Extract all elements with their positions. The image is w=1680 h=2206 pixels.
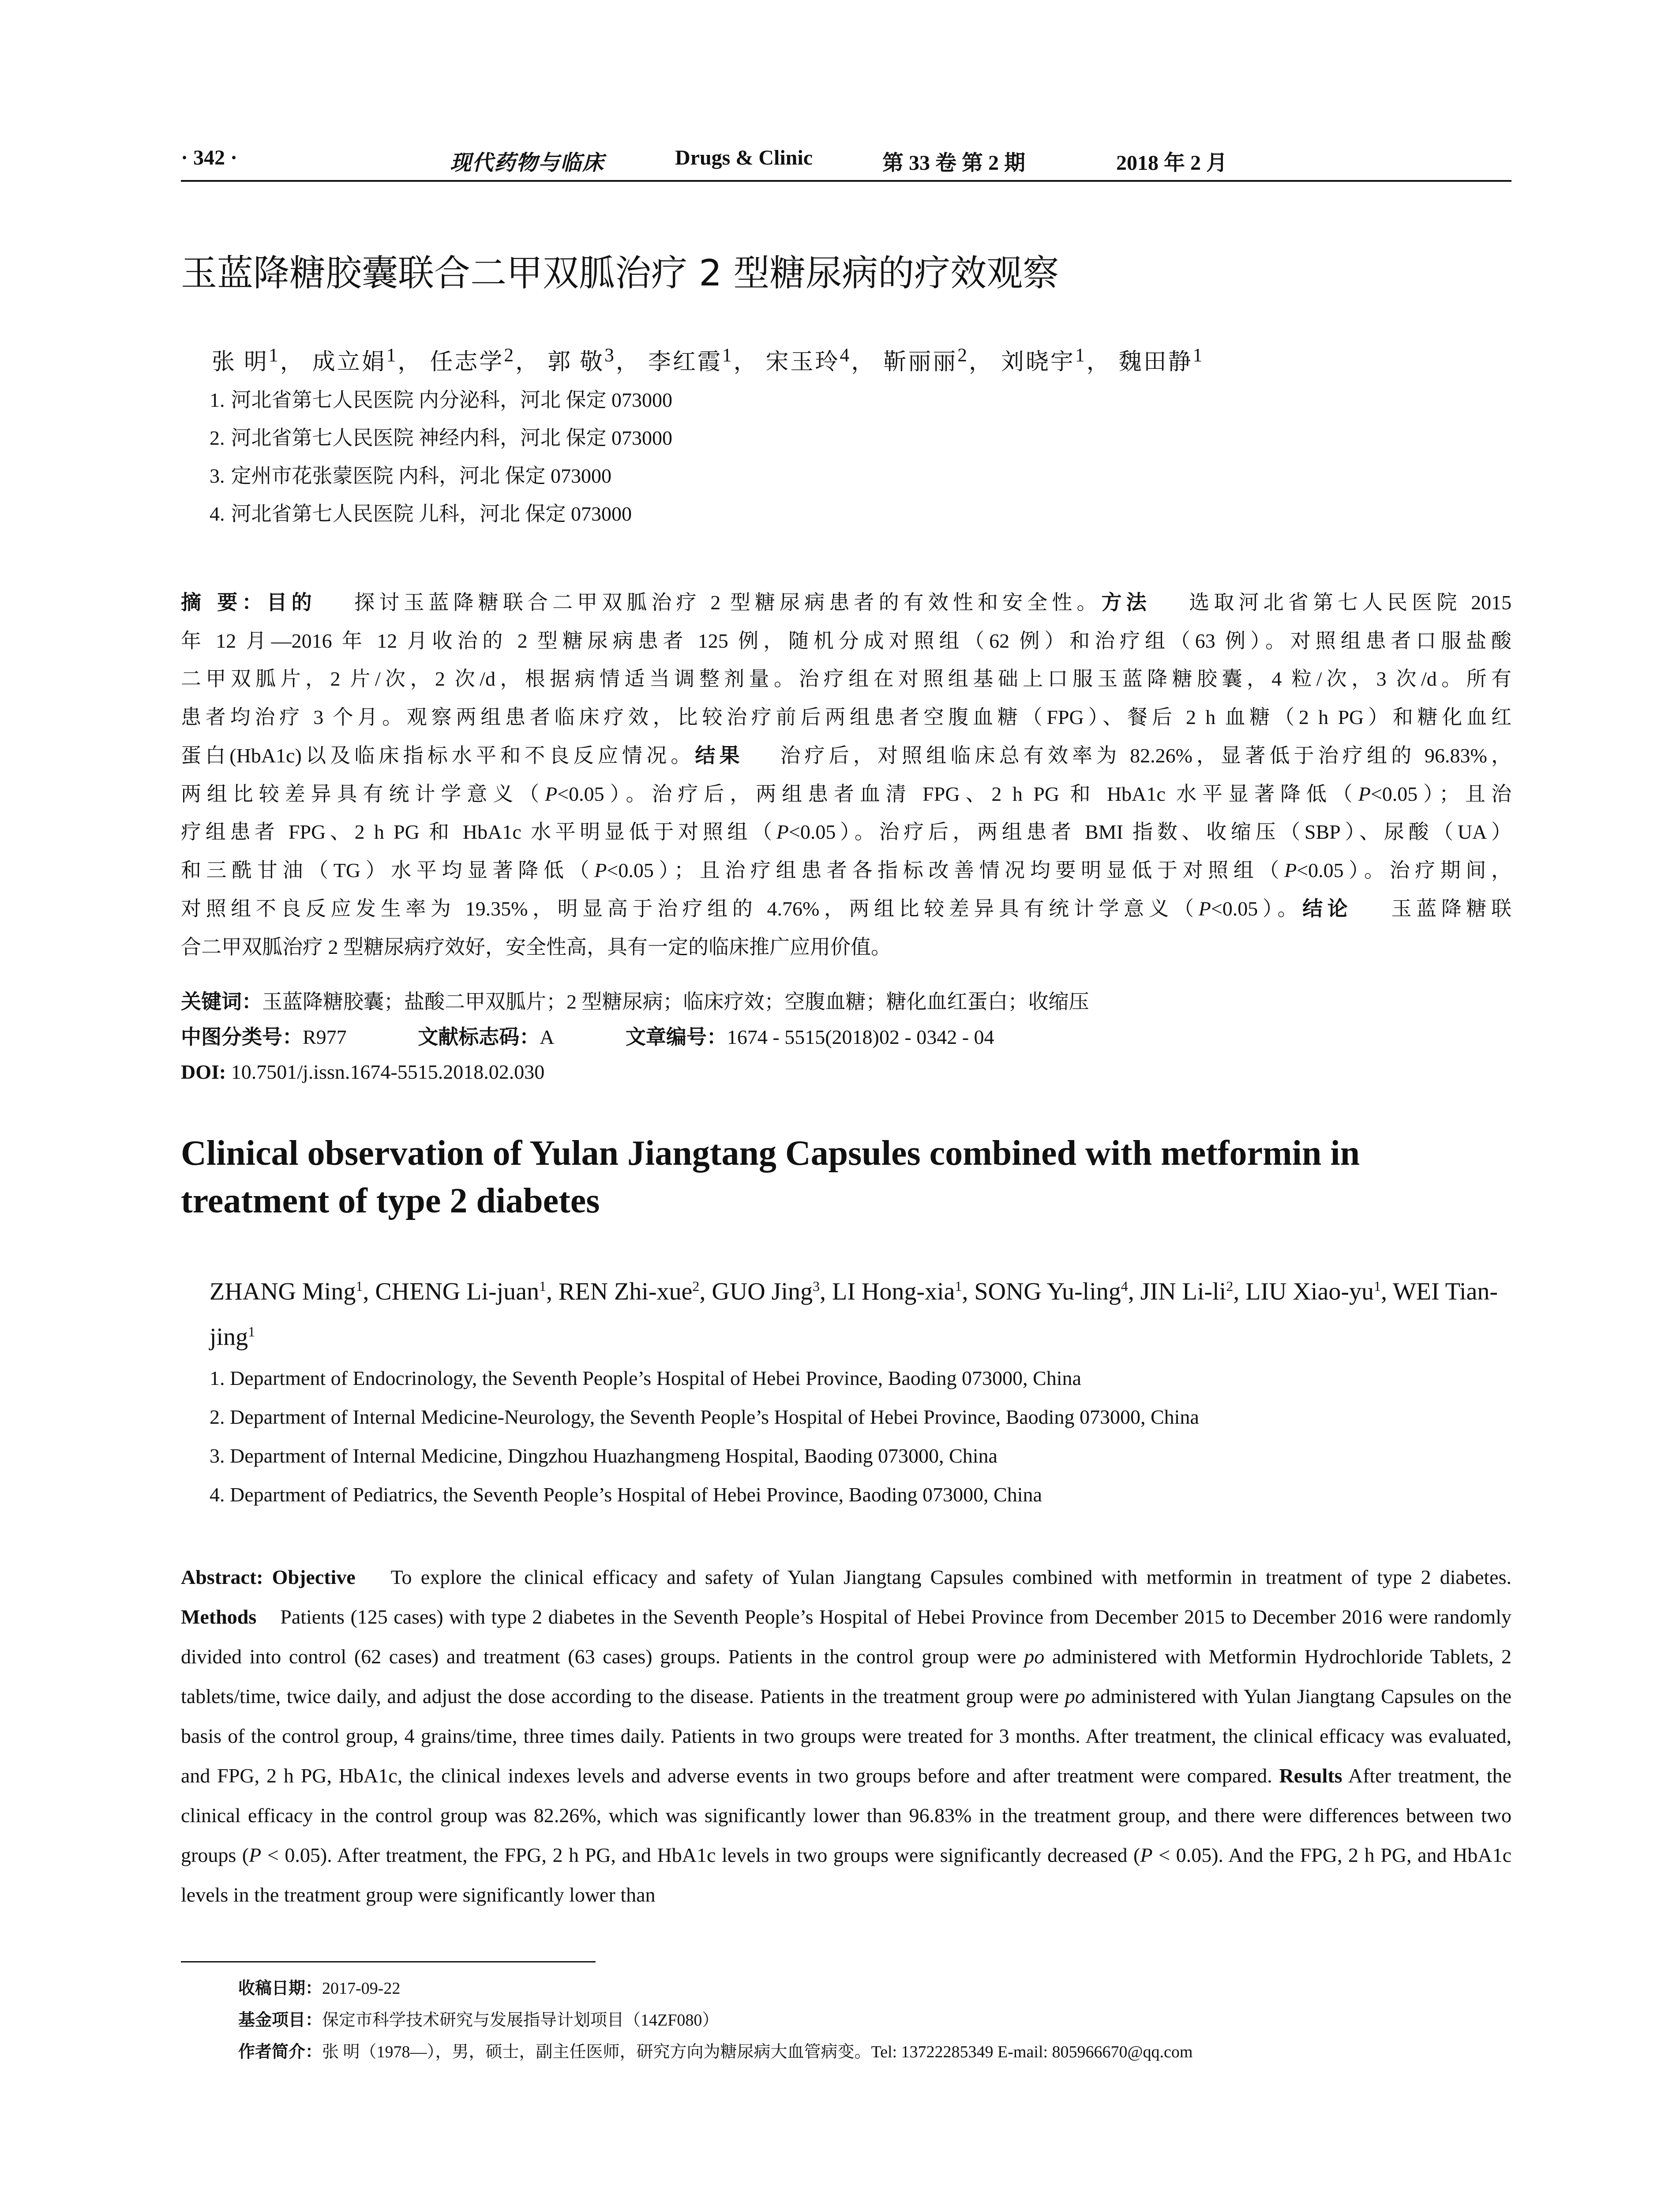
affiliation-en: 1. Department of Endocrinology, the Seventh People’s Hospital of Hebei Province, Baoding 073000, China (210, 1367, 1081, 1389)
affiliation-cn: 3. 定州市花张蒙医院 内科，河北 保定 073000 (210, 465, 611, 487)
classification-line: 中图分类号：R977 文献标志码：A 文章编号：1674 - 5515(2018)02 - 0342 - 04 (181, 1025, 994, 1049)
footnote-fund: 基金项目：保定市科学技术研究与发展指导计划项目（14ZF080） (238, 2010, 719, 2030)
author-cn: 宋玉玲 (765, 349, 840, 375)
abstract-cn: 摘 要：目的 探讨玉蓝降糖联合二甲双胍治疗 2 型糖尿病患者的有效性和安全性。方法 选取河北省第七人民医院 2015 年 12 月—2016 年 12 月收治的 2 型糖尿病患者 125 例，随机分成对照组（62 例）和治疗组（63 例）。对照组患者口服盐酸 二甲双胍片，2 片/次，2 次/d，根据病情适当调整剂量。治疗组在对照组基础上口服玉蓝降糖胶囊，4 粒/次，3 次/d。所有 患者均治疗 3 个月。观察两组患者临床疗效，比较治疗前后两组患者空腹血糖（FPG）、餐后 2 h 血糖（2 h PG）和糖化血红 蛋白(HbA1c)以及临床指标水平和不良反应情况。结果 治疗后，对照组临床总有效率为 82.26%，显著低于治疗组的 96.83%， 两组比较差异具有统计学意义（P<0.05）。治疗后，两组患者血清 FPG、2 h PG 和 HbA1c 水平显著降低（P<0.05）；且治 疗组患者 FPG、2 h PG 和 HbA1c 水平明显低于对照组（P<0.05）。治疗后，两组患者 BMI 指数、收缩压（SBP）、尿酸（UA） 和三酰甘油（TG）水平均显著降低（P<0.05）；且治疗组患者各指标改善情况均要明显低于对照组（P<0.05）。治疗期间， 对照组不良反应发生率为 19.35%，明显高于治疗组的 4.76%，两组比较差异具有统计学意义（P<0.05）。结论 玉蓝降糖联 合二甲双胍治疗 2 型糖尿病疗效好，安全性高，具有一定的临床推广应用价值。 (181, 590, 1512, 958)
authors-en: ZHANG Ming$^1$, CHENG Li-juan$^1$, REN Zhi-xue$^2$, GUO Jing$^3$, LI Hong-xia$^1$, SONG Yu-ling$^4$, JIN $Li-li^2$, LIU Xiao-$yu^1$, WEI Tian-jing$^1$ (210, 1278, 1498, 1351)
title-en: Clinical observation of Yulan Jiangtang Capsules combined with metformin in treatment of type 2 diabetes (181, 1134, 1360, 1220)
page-number: · 342 · (181, 146, 238, 169)
author-cn: 魏田静 (1118, 349, 1193, 375)
doi-line: DOI: 10.7501/j.issn.1674-5515.2018.02.030 (181, 1061, 545, 1083)
author-cn: 郭 敬 (548, 349, 605, 375)
affiliation-cn: 4. 河北省第七人民医院 儿科，河北 保定 073000 (210, 503, 632, 525)
title-cn: 玉蓝降糖胶囊联合二甲双胍治疗 2 型糖尿病的疗效观察 (181, 252, 1059, 294)
affiliation-en: 4. Department of Pediatrics, the Seventh People’s Hospital of Hebei Province, Baoding 073000, China (210, 1483, 1042, 1506)
affiliation-cn: 2. 河北省第七人民医院 神经内科，河北 保定 073000 (210, 427, 672, 449)
author-cn: 靳丽丽 (883, 349, 958, 375)
author-cn: 任志学 (430, 349, 504, 375)
affiliation-en: 3. Department of Internal Medicine, Dingzhou Huazhangmeng Hospital, Baoding 073000, China (210, 1444, 998, 1467)
footnote-author: 作者简介：张 明（1978—），男，硕士，副主任医师，研究方向为糖尿病大血管病变。Tel: 13722285349 E-mail: 805966670@qq.com (238, 2042, 1193, 2061)
footnote-received: 收稿日期：2017-09-22 (238, 1978, 401, 1998)
author-cn: 张 明 (212, 349, 269, 375)
keywords-cn: 关键词：玉蓝降糖胶囊；盐酸二甲双胍片；2 型糖尿病；临床疗效；空腹血糖；糖化血红蛋白；收缩压 (181, 990, 1089, 1013)
author-cn: 李红霞 (648, 349, 722, 375)
affiliation-cn: 1. 河北省第七人民医院 内分泌科，河北 保定 073000 (210, 389, 672, 411)
abstract-en: Abstract: Objective To explore the clinical efficacy and safety of Yulan Jiangtang Capsules combined with metformin in treatment of type 2 diabetes. Methods Patients (125 cases) with type 2 diabetes in the Seventh People’s Hospital of Hebei Province from December 2015 to December 2016 were randomly divided into control (62 cases) and treatment (63 cases) groups. Patients in the control group were po administered with Metformin Hydrochloride Tablets, 2 tablets/time, twice daily, and adjust the dose according to the disease. Patients in the treatment group were po administered with Yulan Jiangtang Capsules on the basis of the control group, 4 grains/time, three times daily. Patients in two groups were treated for 3 months. After treatment, the clinical efficacy was evaluated, and FPG, 2 h PG, HbA1c, the clinical indexes levels and adverse events in two groups before and after treatment were compared. Results After treatment, the clinical efficacy in the control group was 82.26%, which was significantly lower than 96.83% in the treatment group, and there were differences between two groups (P < 0.05). After treatment, the FPG, 2 h PG, and HbA1c levels in two groups were significantly decreased (P < 0.05). And the FPG, 2 h PG, and HbA1c levels in the treatment group were significantly lower than (181, 1566, 1512, 1906)
volume-issue: 第 33 卷 第 2 期 (882, 151, 1026, 175)
affiliation-en: 2. Department of Internal Medicine-Neurology, the Seventh People’s Hospital of Hebei Province, Baoding 073000, China (210, 1406, 1199, 1428)
journal-name-cn: 现代药物与临床 (450, 151, 605, 175)
author-cn: 成立娟 (312, 349, 386, 375)
journal-name-en: Drugs & Clinic (675, 146, 813, 169)
running-header (181, 140, 1511, 182)
author-cn: 刘晓宇 (1001, 349, 1075, 375)
authors-cn: 张 明$^1$， 成立娟$^1$， 任志学$^2$， 郭 敬$^3$， 李红霞$^1$， 宋玉玲$^4$， 靳丽丽$^2$， 刘晓宇$^1$， 魏田静$^1$ (212, 345, 1204, 375)
footnote-divider (181, 1961, 596, 1962)
issue-date: 2018 年 2 月 (1116, 151, 1228, 175)
